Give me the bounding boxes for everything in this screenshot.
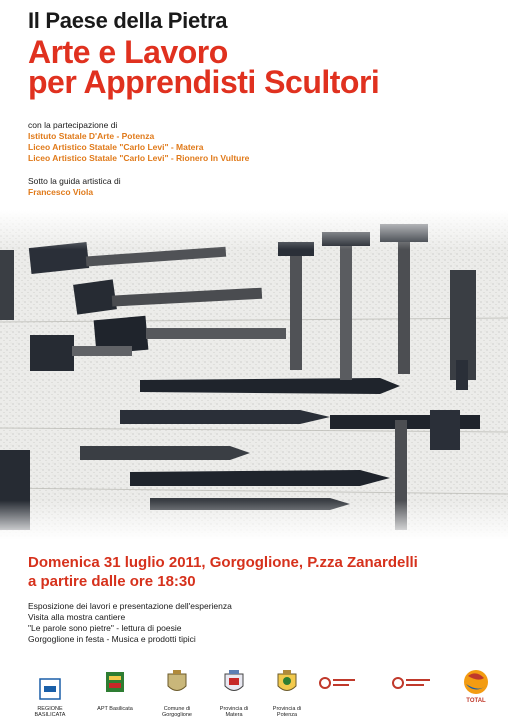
provincia-potenza-caption: Provincia di Potenza: [272, 706, 302, 718]
event-datetime: [28, 553, 418, 591]
camera-commercio-matera-logo: [318, 660, 358, 720]
program-item: Visita alla mostra cantiere: [28, 612, 126, 622]
poster-title: [28, 34, 380, 100]
program-item: Gorgoglione in festa - Musica e prodotti tipici: [28, 634, 196, 644]
comune-gorgoglione-caption: Comune di Gorgoglione: [162, 706, 192, 718]
pretitle: Il Paese della Pietra: [28, 8, 228, 33]
apt-basilicata-logo: [95, 660, 135, 720]
provincia-matera-crest: [214, 660, 254, 720]
guide-name: Francesco Viola: [28, 187, 94, 197]
org-liceo-matera: Liceo Artistico Statale "Carlo Levi" - Matera: [28, 142, 204, 152]
comune-gorgoglione-crest: [152, 660, 202, 720]
sponsor-logos: [0, 660, 508, 720]
title-line-1: Arte e Lavoro: [28, 34, 228, 70]
program-item: "Le parole sono pietre" - lettura di poesie: [28, 623, 182, 633]
apt-basilicata-caption: APT Basilicata: [97, 706, 133, 712]
tools-photo: [0, 210, 508, 540]
title-line-2: per Apprendisti Scultori: [28, 64, 380, 100]
org-liceo-rionero: Liceo Artistico Statale "Carlo Levi" - Rionero In Vulture: [28, 153, 250, 163]
collaboration-block: [28, 120, 249, 164]
provincia-matera-caption: Provincia di Matera: [219, 706, 249, 718]
regione-basilicata-caption: REGIONE BASILICATA: [34, 706, 66, 718]
svg-text:TOTAL: TOTAL: [466, 698, 486, 704]
total-logo: [456, 660, 496, 720]
org-istituto-potenza: Istituto Statale D'Arte - Potenza: [28, 131, 155, 141]
program-list: [28, 601, 232, 645]
camera-commercio-potenza-logo: [390, 660, 434, 720]
event-time: a partire dalle ore 18:30: [28, 573, 196, 590]
artistic-guide-block: [28, 176, 121, 198]
provincia-potenza-crest: [267, 660, 307, 720]
event-date-place: Domenica 31 luglio 2011, Gorgoglione, P.zza Zanardelli: [28, 554, 418, 571]
collaboration-intro: con la partecipazione di: [28, 120, 118, 130]
guide-intro: Sotto la guida artistica di: [28, 176, 121, 186]
program-item: Esposizione dei lavori e presentazione dell'esperienza: [28, 601, 232, 611]
regione-basilicata-logo: [28, 660, 72, 720]
